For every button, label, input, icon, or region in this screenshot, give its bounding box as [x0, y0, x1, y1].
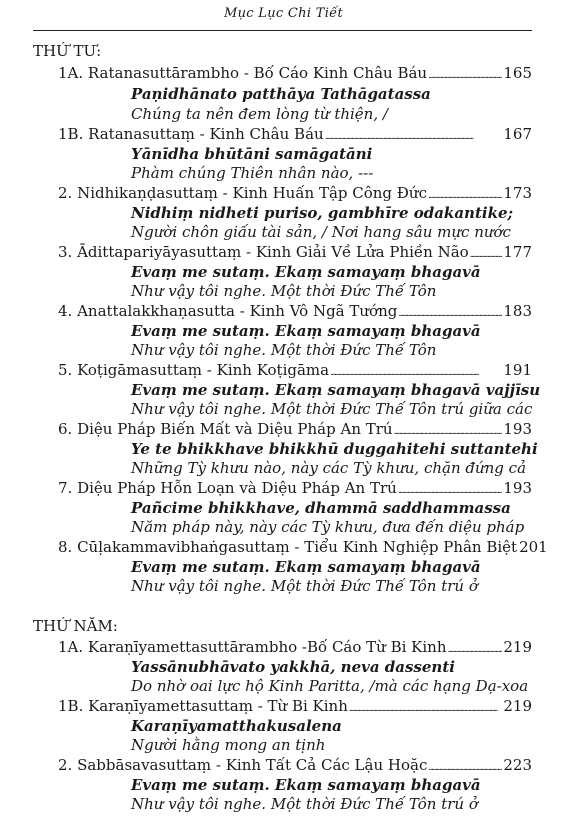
vietnamese-incipit: Người chôn giấu tài sản, / Nơi hang sâu mực nước	[131, 223, 511, 241]
toc-entry[interactable]	[58, 242, 532, 262]
toc-entry-title: 2. Sabbāsavasuttaṃ - Kinh Tất Cả Các Lậu Hoặc	[58, 756, 428, 774]
pali-incipit: Evaṃ me sutaṃ. Ekaṃ samayaṃ bhagavā	[131, 776, 481, 794]
vietnamese-incipit: Như vậy tôi nghe. Một thời Đức Thế Tôn trú ở	[131, 795, 478, 813]
toc-page-number: 223	[503, 756, 532, 774]
toc-entry[interactable]	[58, 124, 532, 144]
pali-incipit: Pañcime bhikkhave, dhammā saddhammassa	[131, 499, 511, 517]
toc-entry[interactable]	[58, 63, 532, 83]
vietnamese-incipit: Năm pháp này, này các Tỳ khưu, đưa đến diệu pháp	[131, 518, 525, 536]
toc-entry[interactable]	[58, 537, 548, 557]
vietnamese-incipit: Như vậy tôi nghe. Một thời Đức Thế Tôn trú giữa các	[131, 400, 533, 418]
toc-entry-title: 4. Anattalakkhaṇasutta - Kinh Vô Ngã Tướng	[58, 302, 398, 320]
toc-page-number: 167	[503, 125, 532, 143]
page-header-title: Mục Lục Chi Tiết	[224, 6, 343, 21]
toc-entry[interactable]	[58, 478, 532, 498]
pali-incipit: Paṇidhānato patthāya Tathāgatassa	[131, 85, 431, 103]
toc-entry-title: 8. Cūḷakammavibhaṅgasuttaṃ - Tiểu Kinh Nghiệp Phân Biệt	[58, 538, 518, 556]
toc-entry-title: 1A. Karaṇīyamettasuttārambho -Bố Cáo Từ Bi Kinh	[58, 638, 447, 656]
toc-entry-title: 7. Diệu Pháp Hỗn Loạn và Diệu Pháp An Trú	[58, 479, 397, 497]
vietnamese-incipit: Những Tỳ khưu nào, này các Tỳ khưu, chặn đứng cả	[131, 459, 527, 477]
toc-entry[interactable]	[58, 360, 532, 380]
vietnamese-incipit: Như vậy tôi nghe. Một thời Đức Thế Tôn	[131, 282, 437, 300]
vietnamese-incipit: Người hằng mong an tịnh	[131, 736, 326, 754]
toc-entry-title: 2. Nidhikaṇḍasuttaṃ - Kinh Huấn Tập Công Đức	[58, 184, 427, 202]
pali-incipit: Evaṃ me sutaṃ. Ekaṃ samayaṃ bhagavā	[131, 263, 481, 281]
pali-incipit: Evaṃ me sutaṃ. Ekaṃ samayaṃ bhagavā vajjīsu	[131, 381, 541, 399]
dot-leader	[428, 63, 502, 86]
toc-entry-title: 3. Ādittapariyāyasuttaṃ - Kinh Giải Về Lửa Phiền Não	[58, 243, 469, 261]
pali-incipit: Evaṃ me sutaṃ. Ekaṃ samayaṃ bhagavā	[131, 322, 481, 340]
toc-page-number: 165	[503, 64, 532, 82]
toc-page-number: 193	[503, 479, 532, 497]
toc-page-number: 193	[503, 420, 532, 438]
pali-incipit: Ye te bhikkhave bhikkhū duggahitehi suttantehi	[131, 440, 538, 458]
vietnamese-incipit: Như vậy tôi nghe. Một thời Đức Thế Tôn	[131, 341, 437, 359]
section-heading-thu-tu: THỨ TƯ:	[33, 42, 102, 60]
header-divider	[33, 30, 532, 31]
toc-entry-title: 1B. Karaṇīyamettasuttaṃ - Từ Bi Kinh	[58, 697, 348, 715]
section-heading-thu-nam: THỨ NĂM:	[33, 617, 118, 635]
toc-page-number: 219	[503, 697, 532, 715]
toc-entry-title: 6. Diệu Pháp Biến Mất và Diệu Pháp An Trú	[58, 420, 393, 438]
toc-page-number: 201	[519, 538, 548, 556]
toc-entry[interactable]	[58, 301, 532, 321]
vietnamese-incipit: Do nhờ oai lực hộ Kinh Paritta, /mà các hạng Dạ-xoa	[131, 677, 529, 695]
toc-entry[interactable]	[58, 419, 532, 439]
toc-page-number: 183	[503, 302, 532, 320]
pali-incipit: Evaṃ me sutaṃ. Ekaṃ samayaṃ bhagavā	[131, 558, 481, 576]
toc-entry[interactable]	[58, 637, 532, 657]
pali-incipit: Yānīdha bhūtāni samāgatāni	[131, 145, 373, 163]
dot-leader	[448, 637, 503, 660]
toc-page-number: 191	[503, 361, 532, 379]
toc-entry[interactable]	[58, 183, 532, 203]
toc-entry[interactable]	[58, 696, 532, 716]
pali-incipit: Karaṇīyamatthakusalena	[131, 717, 342, 735]
toc-page-number: 219	[503, 638, 532, 656]
vietnamese-incipit: Chúng ta nên đem lòng từ thiện, /	[131, 105, 388, 123]
toc-page-number: 177	[503, 243, 532, 261]
toc-page-number: 173	[503, 184, 532, 202]
toc-entry-title: 1B. Ratanasuttaṃ - Kinh Châu Báu	[58, 125, 324, 143]
dot-leader	[349, 696, 502, 719]
pali-incipit: Yassānubhāvato yakkhā, neva dassenti	[131, 658, 455, 676]
toc-entry-title: 1A. Ratanasuttārambho - Bố Cáo Kinh Châu Báu	[58, 64, 428, 82]
toc-entry-title: 5. Koṭigāmasuttaṃ - Kinh Koṭigāma	[58, 361, 330, 379]
vietnamese-incipit: Phàm chúng Thiên nhân nào, ---	[131, 164, 374, 182]
toc-entry[interactable]	[58, 755, 532, 775]
pali-incipit: Nidhiṃ nidheti puriso, gambhīre odakantike;	[131, 204, 514, 222]
vietnamese-incipit: Như vậy tôi nghe. Một thời Đức Thế Tôn trú ở	[131, 577, 478, 595]
